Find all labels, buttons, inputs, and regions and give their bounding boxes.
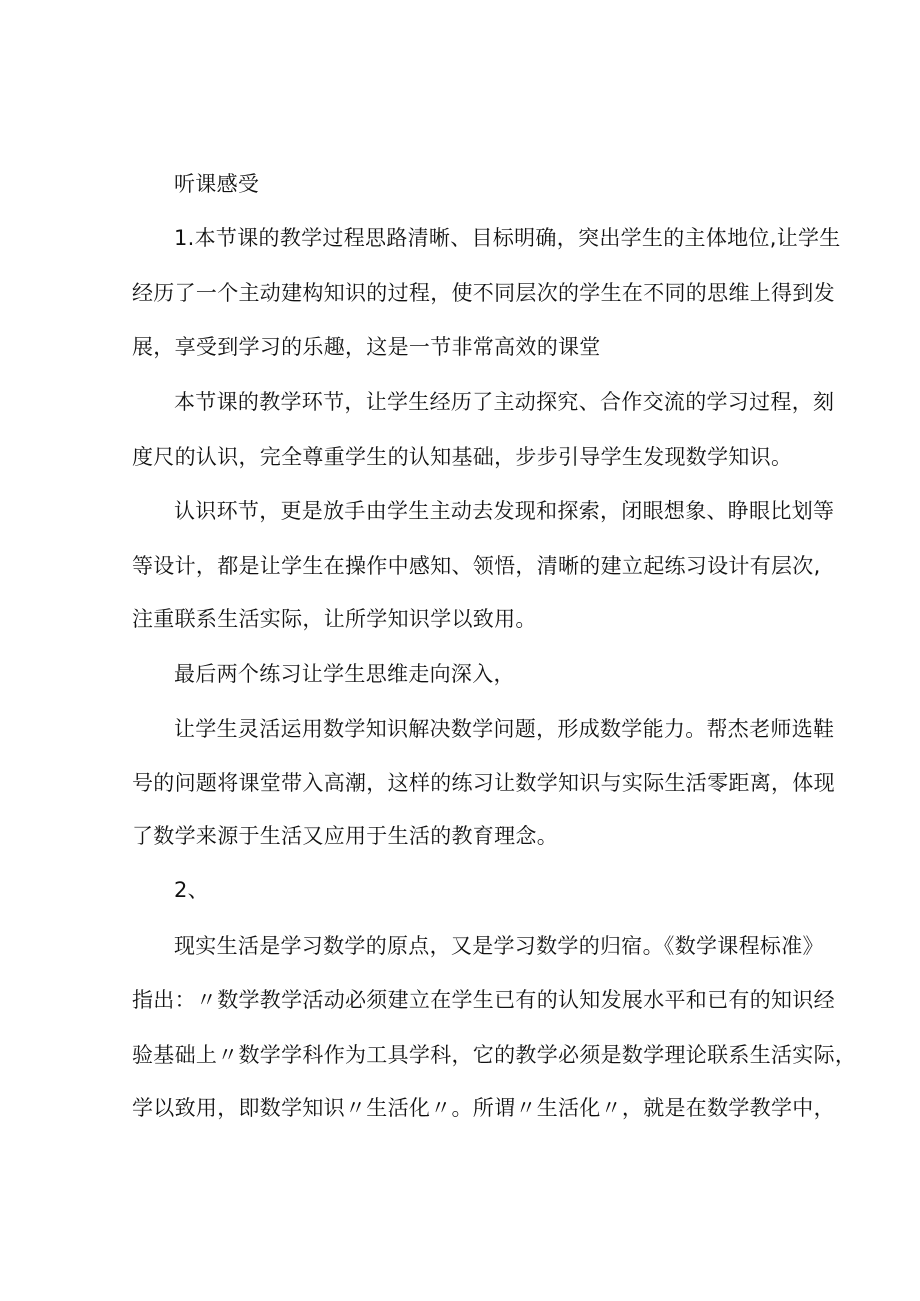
paragraph-line: 让学生灵活运用数学知识解决数学问题，形成数学能力。帮杰老师选鞋: [174, 717, 835, 741]
paragraph-line: 等设计，都是让学生在操作中感知、领悟，清晰的建立起练习设计有层次,: [132, 554, 821, 578]
paragraph-line: 验基础上〃数学学科作为工具学科，它的教学必须是数学理论联系生活实际，: [132, 1043, 857, 1067]
paragraph-line: 度尺的认识，完全尊重学生的认知基础，步步引导学生发现数学知识。: [132, 445, 793, 469]
paragraph-line: 注重联系生活实际，让所学知识学以致用。: [132, 607, 537, 631]
paragraph-line: 本节课的教学环节，让学生经历了主动探究、合作交流的学习过程，刻: [174, 390, 835, 414]
paragraph-line: 了数学来源于生活又应用于生活的教育理念。: [132, 824, 558, 848]
section-number: 2、: [174, 878, 209, 902]
paragraph-line: 指出：〃数学教学活动必须建立在学生已有的认知发展水平和已有的知识经: [132, 988, 835, 1012]
paragraph-line: 1.本节课的教学过程思路清晰、目标明确，突出学生的主体地位,让学生: [174, 226, 841, 250]
paragraph-line: 经历了一个主动建构知识的过程，使不同层次的学生在不同的思维上得到发: [132, 281, 835, 305]
paragraph-line: 学以致用，即数学知识〃生活化〃。所谓〃生活化〃，就是在数学教学中，: [132, 1096, 835, 1120]
document-heading: 听课感受: [174, 172, 260, 196]
paragraph-line: 现实生活是学习数学的原点，又是学习数学的归宿。《数学课程标准》: [174, 934, 824, 958]
paragraph-line: 认识环节，更是放手由学生主动去发现和探索，闭眼想象、睁眼比划等: [174, 499, 835, 523]
paragraph-line: 展，享受到学习的乐趣，这是一节非常高效的课堂: [132, 335, 601, 359]
paragraph-line: 号的问题将课堂带入高潮，这样的练习让数学知识与实际生活零距离，体现: [132, 771, 835, 795]
paragraph-line: 最后两个练习让学生思维走向深入，: [174, 662, 515, 686]
